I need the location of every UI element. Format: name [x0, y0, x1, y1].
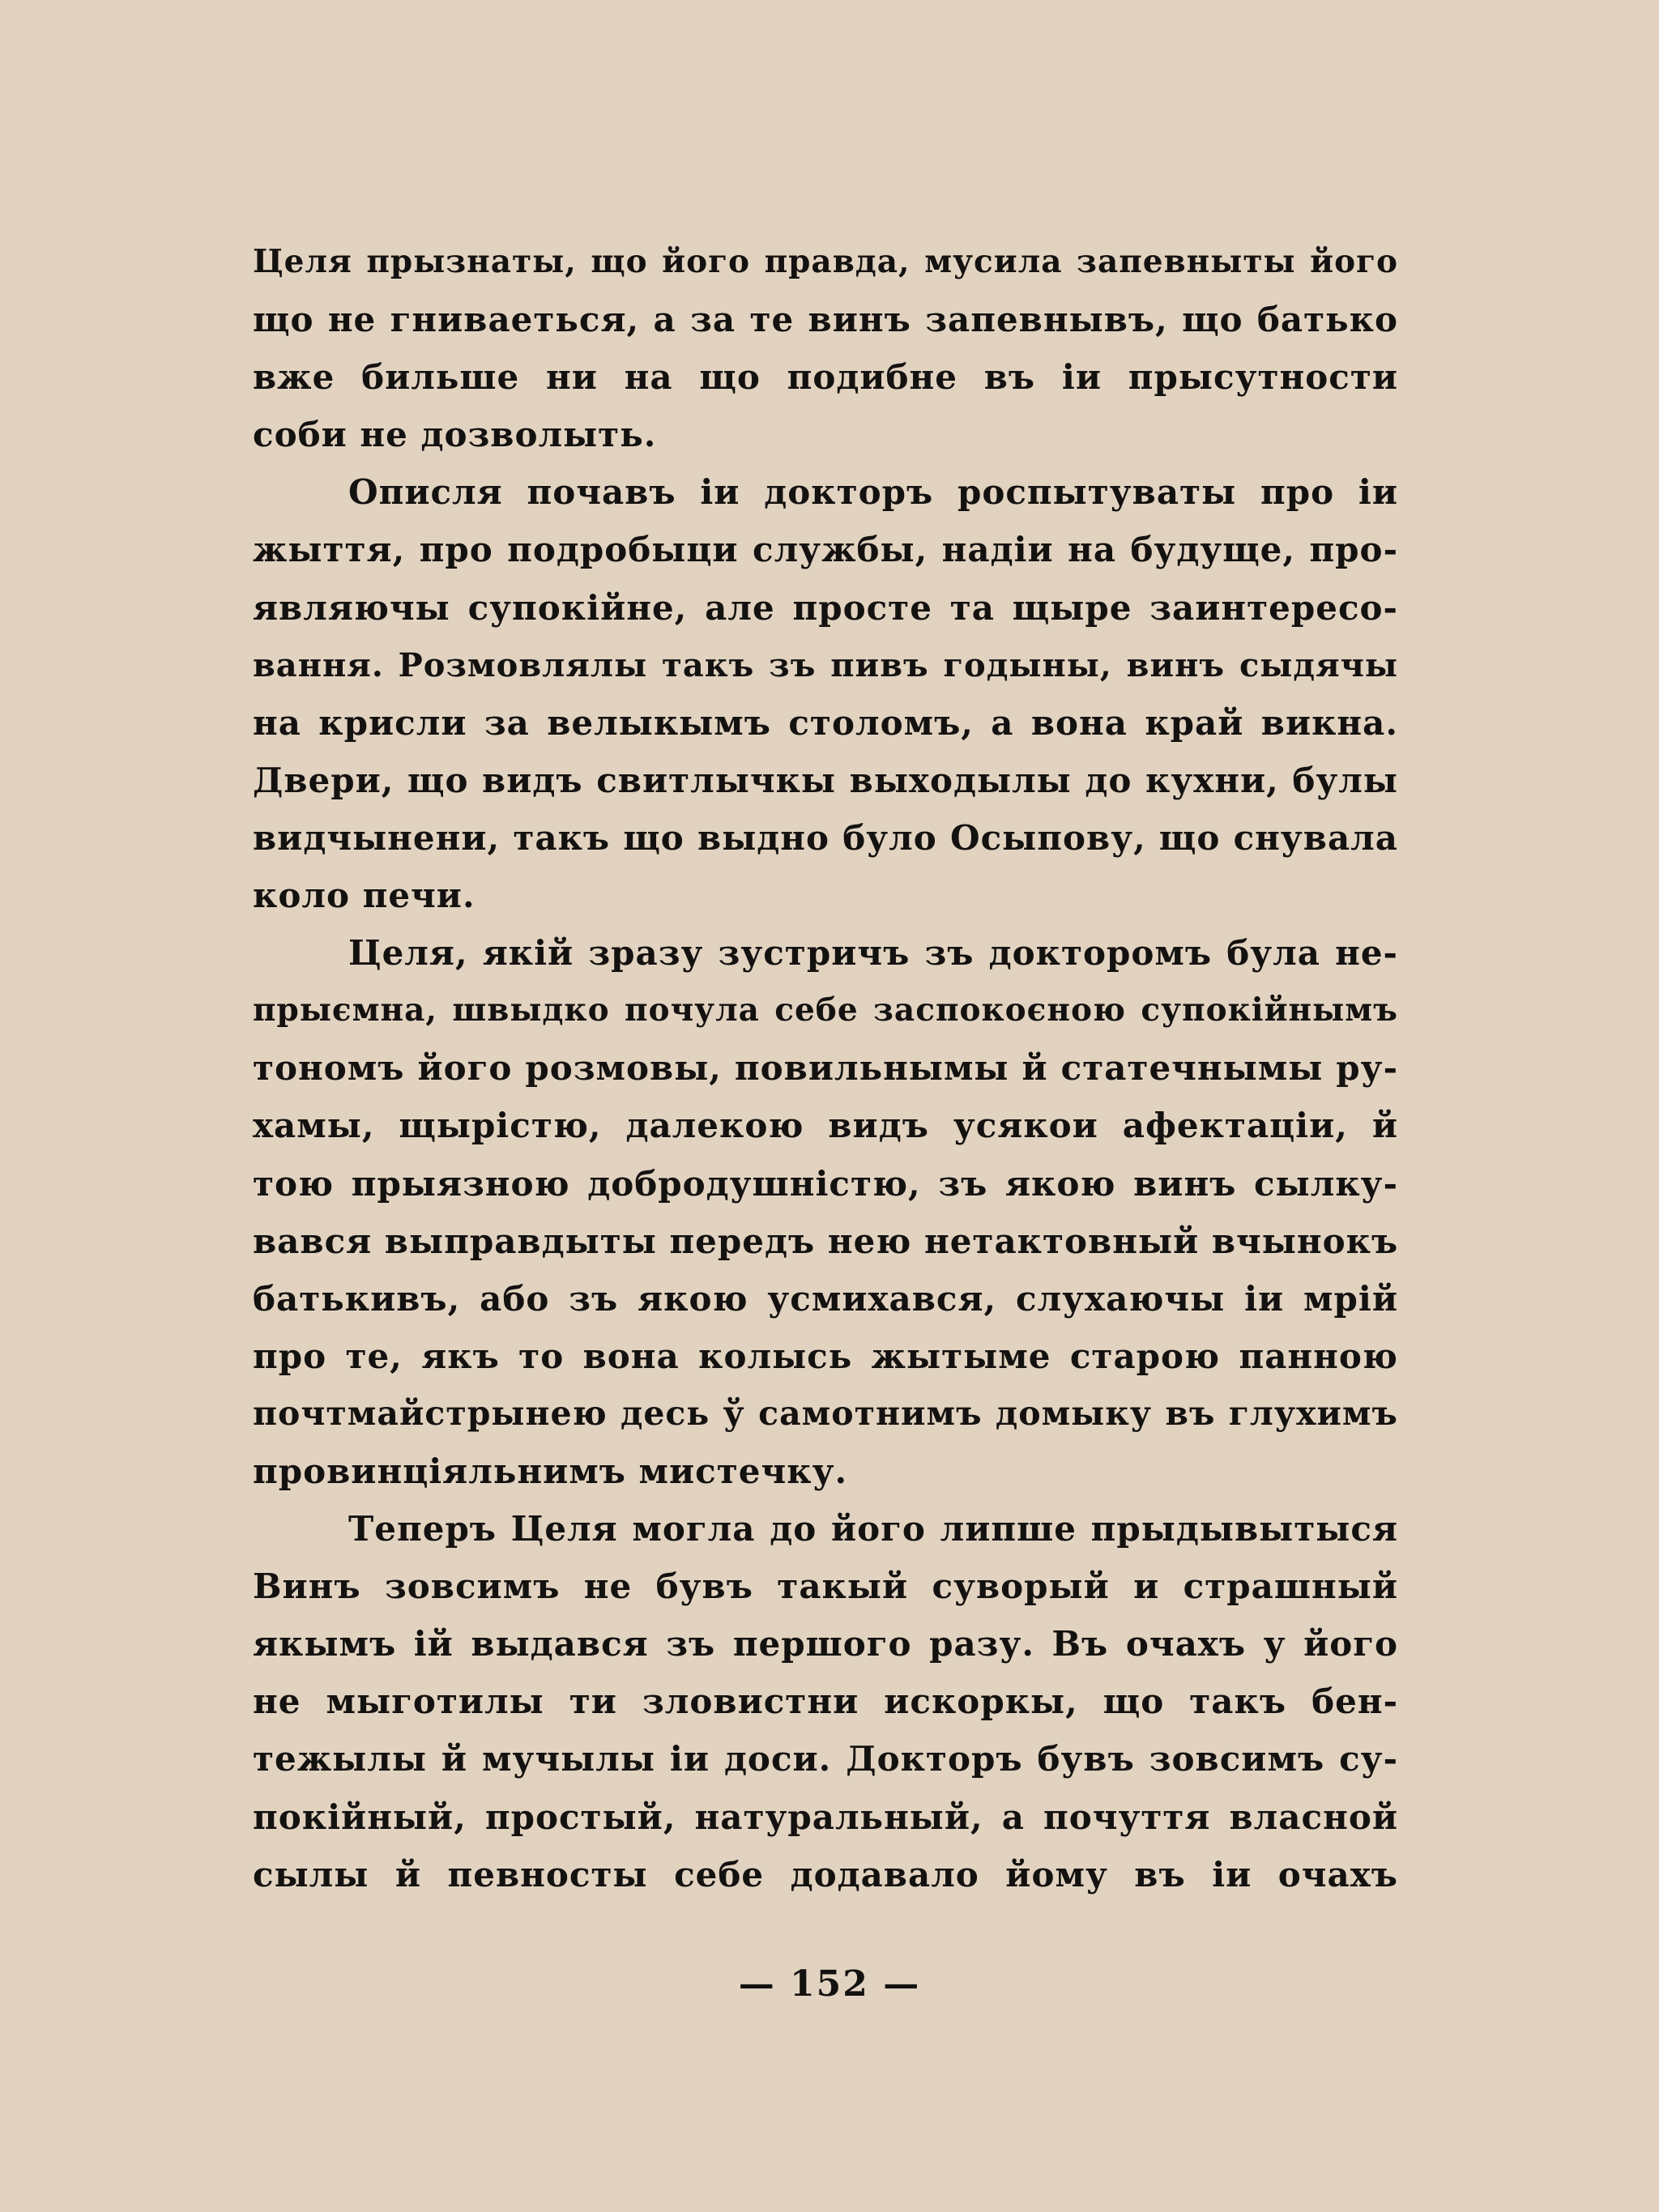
paragraph-2 [253, 463, 1398, 924]
text-line: коло печи. [253, 876, 476, 916]
text-line: хамы, щырістю, далекою видъ усякои афектаціи, й [253, 1106, 1398, 1146]
text-line: про те, якъ то вона колысь жытыме старою панною [253, 1336, 1398, 1376]
text-line: Описля почавъ іи докторъ роспытуваты про іи [348, 472, 1398, 513]
page-number: — 152 — [738, 1963, 921, 2005]
text-line: тономъ його розмовы, повильнымы й статечнымы ру- [253, 1048, 1398, 1089]
text-line: Целя прызнаты, що його правда, мусила запевныты його [253, 243, 1398, 280]
text-line: провинціяльнимъ мистечку. [253, 1451, 848, 1491]
text-line: тою прыязною добродушністю, зъ якою винъ сылку- [253, 1163, 1398, 1204]
text-line: на крисли за велыкымъ столомъ, а вона край викна. [253, 702, 1398, 743]
text-line: сылы й певносты себе додавало йому въ іи очахъ [253, 1854, 1398, 1894]
text-line: вання. Розмовлялы такъ зъ пивъ годыны, винъ сыдячы [253, 646, 1398, 684]
text-line: видчынени, такъ що выдно було Осыпову, що снувала [253, 817, 1398, 858]
text-line: Целя, якій зразу зустричъ зъ докторомъ була не- [348, 933, 1398, 974]
text-line: покійный, простый, натуральный, а почуття власной [253, 1796, 1398, 1837]
text-line: тежылы й мучылы іи доси. Докторъ бувъ зовсимъ су- [253, 1739, 1398, 1779]
paragraph-4 [253, 1500, 1398, 1903]
page-text [253, 233, 1398, 1903]
text-line: вався выправдыты передъ нею нетактовный вчынокъ [253, 1221, 1399, 1261]
text-line: соби не дозволыть. [253, 415, 657, 455]
text-line: Двери, що видъ свитлычкы выходылы до кухни, булы [253, 760, 1398, 800]
text-line: прыємна, швыдко почула себе заспокоєною супокійнымъ [253, 991, 1398, 1029]
text-line: Теперъ Целя могла до його липше прыдывытыся [348, 1509, 1398, 1549]
text-line: не мыготилы ти зловистни искоркы, що такъ бен- [253, 1681, 1398, 1722]
text-line: являючы супокійне, але просте та щыре заинтересо- [253, 587, 1398, 628]
text-line: вже бильше ни на що подибне въ іи прысутности [253, 357, 1398, 398]
text-line: якымъ ій выдався зъ першого разу. Въ очахъ у його [253, 1624, 1398, 1664]
paragraph-3 [253, 924, 1398, 1500]
text-line: Винъ зовсимъ не бувъ такый суворый и страшный [253, 1566, 1398, 1607]
text-line: жыття, про подробыци службы, надіи на будуще, про- [253, 530, 1398, 570]
text-line: батькивъ, або зъ якою усмихався, слухаючы іи мрій [253, 1278, 1398, 1319]
text-line: що не гниваеться, а за те винъ запевнывъ, що батько [253, 300, 1398, 340]
paragraph-1 [253, 233, 1398, 463]
text-line: почтмайстрынею десь ў самотнимъ домыку въ глухимъ [253, 1393, 1398, 1433]
